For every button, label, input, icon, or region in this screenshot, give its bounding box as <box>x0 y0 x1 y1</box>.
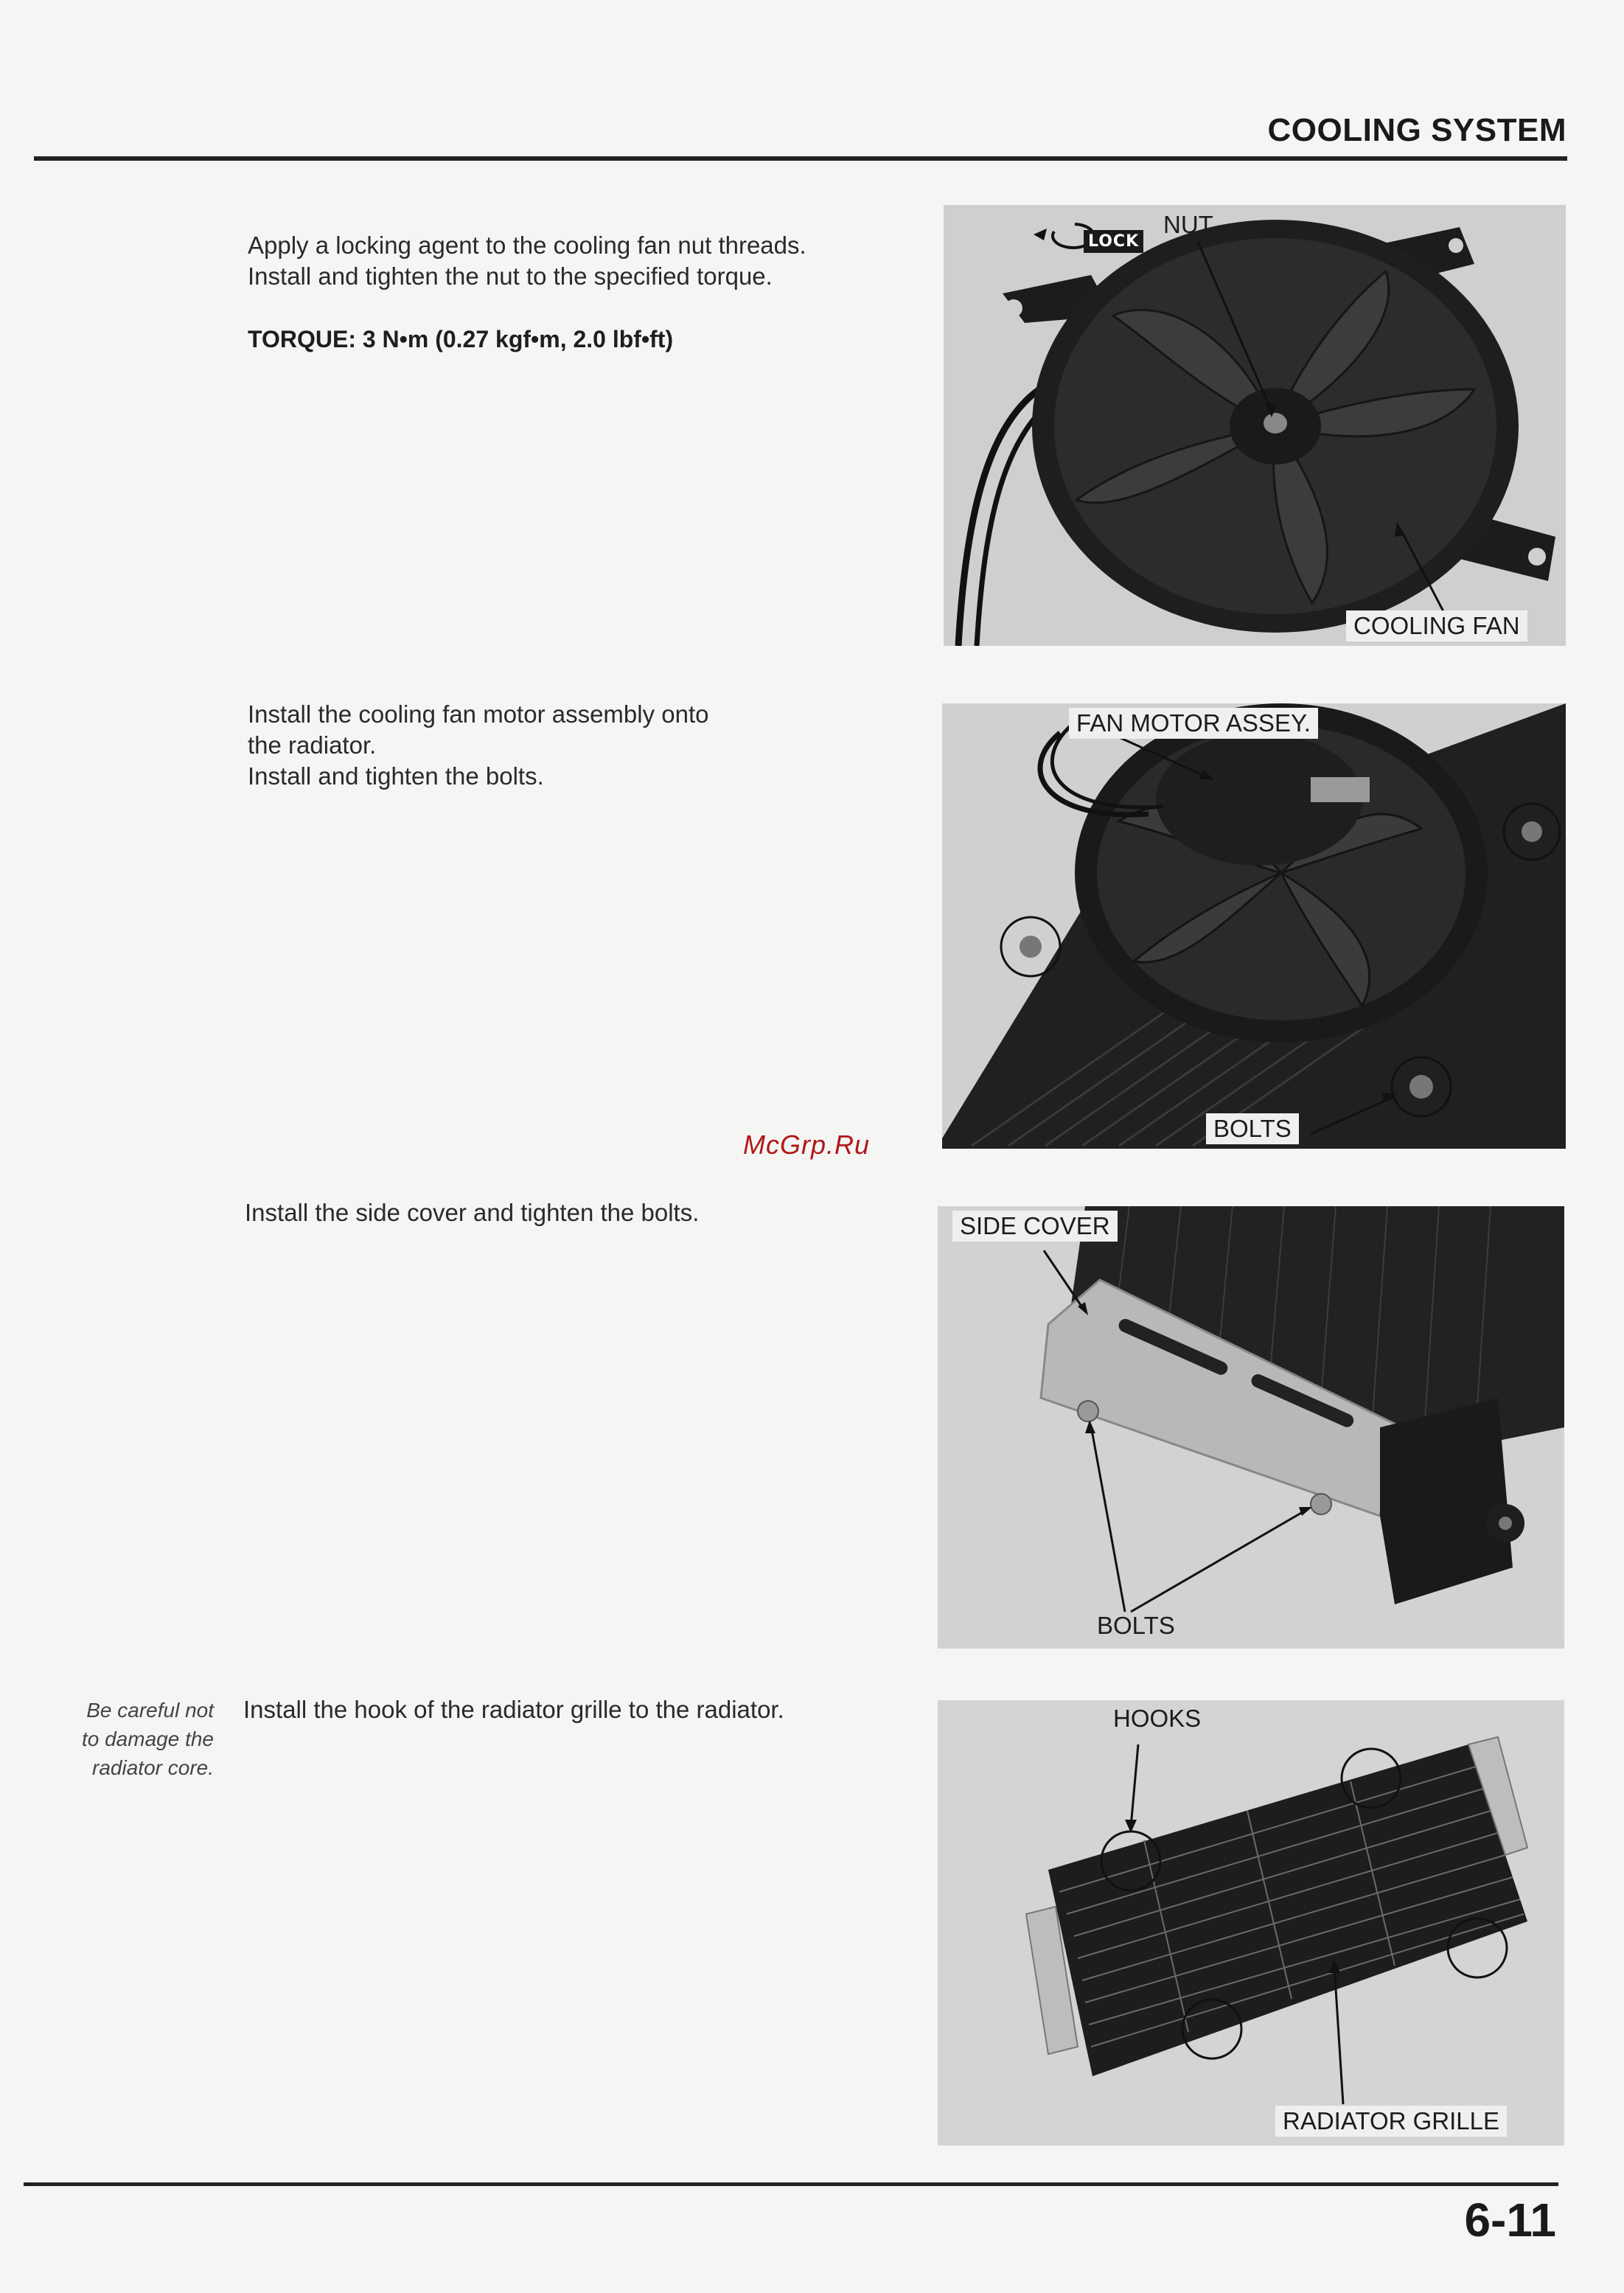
hooks-label: HOOKS <box>1113 1705 1202 1732</box>
section-title: COOLING SYSTEM <box>1267 112 1567 148</box>
footer-rule <box>24 2182 1558 2186</box>
step-2-line-1: Install the cooling fan motor assembly onto <box>248 700 709 728</box>
step-1-line-2: Install and tighten the nut to the specified torque. <box>248 262 773 290</box>
note-line-1: Be careful not <box>86 1699 214 1722</box>
page-number: 6-11 <box>1464 2193 1556 2247</box>
lock-badge: LOCK <box>1084 230 1143 253</box>
radiator-grille-label: RADIATOR GRILLE <box>1275 2106 1507 2137</box>
cooling-fan-illustration <box>944 205 1566 646</box>
note-line-3: radiator core. <box>92 1756 214 1779</box>
step-1-text <box>248 230 806 292</box>
header-rule <box>34 156 1567 161</box>
figure-cooling-fan <box>944 205 1566 646</box>
step-2-line-3: Install and tighten the bolts. <box>248 762 544 790</box>
caution-note <box>29 1696 214 1782</box>
step-3-line-1: Install the side cover and tighten the bolts. <box>245 1199 700 1226</box>
step-2-text <box>248 699 709 792</box>
side-cover-illustration <box>938 1206 1564 1649</box>
step-1-line-1: Apply a locking agent to the cooling fan nut threads. <box>248 232 806 259</box>
note-line-2: to damage the <box>81 1727 214 1750</box>
torque-spec: TORQUE: 3 N•m (0.27 kgf•m, 2.0 lbf•ft) <box>248 326 674 352</box>
fan-motor-illustration <box>942 703 1566 1149</box>
side-cover-label: SIDE COVER <box>952 1211 1118 1242</box>
figure-side-cover <box>938 1206 1564 1649</box>
nut-label: NUT <box>1163 211 1213 238</box>
fan-motor-assembly-label: FAN MOTOR ASSEY. <box>1069 708 1318 739</box>
step-2-line-2: the radiator. <box>248 731 377 759</box>
cooling-fan-label: COOLING FAN <box>1346 610 1527 641</box>
bolts-label-figure-2: BOLTS <box>1206 1113 1299 1144</box>
step-4-text <box>243 1694 784 1725</box>
bolts-label-figure-3: BOLTS <box>1097 1612 1175 1639</box>
figure-radiator-grille <box>938 1700 1564 2146</box>
step-3-text <box>245 1197 699 1228</box>
watermark: McGrp.Ru <box>743 1130 871 1160</box>
step-4-line-1: Install the hook of the radiator grille to the radiator. <box>243 1696 784 1723</box>
radiator-grille-illustration <box>938 1700 1564 2146</box>
figure-fan-motor-assembly <box>942 703 1566 1149</box>
